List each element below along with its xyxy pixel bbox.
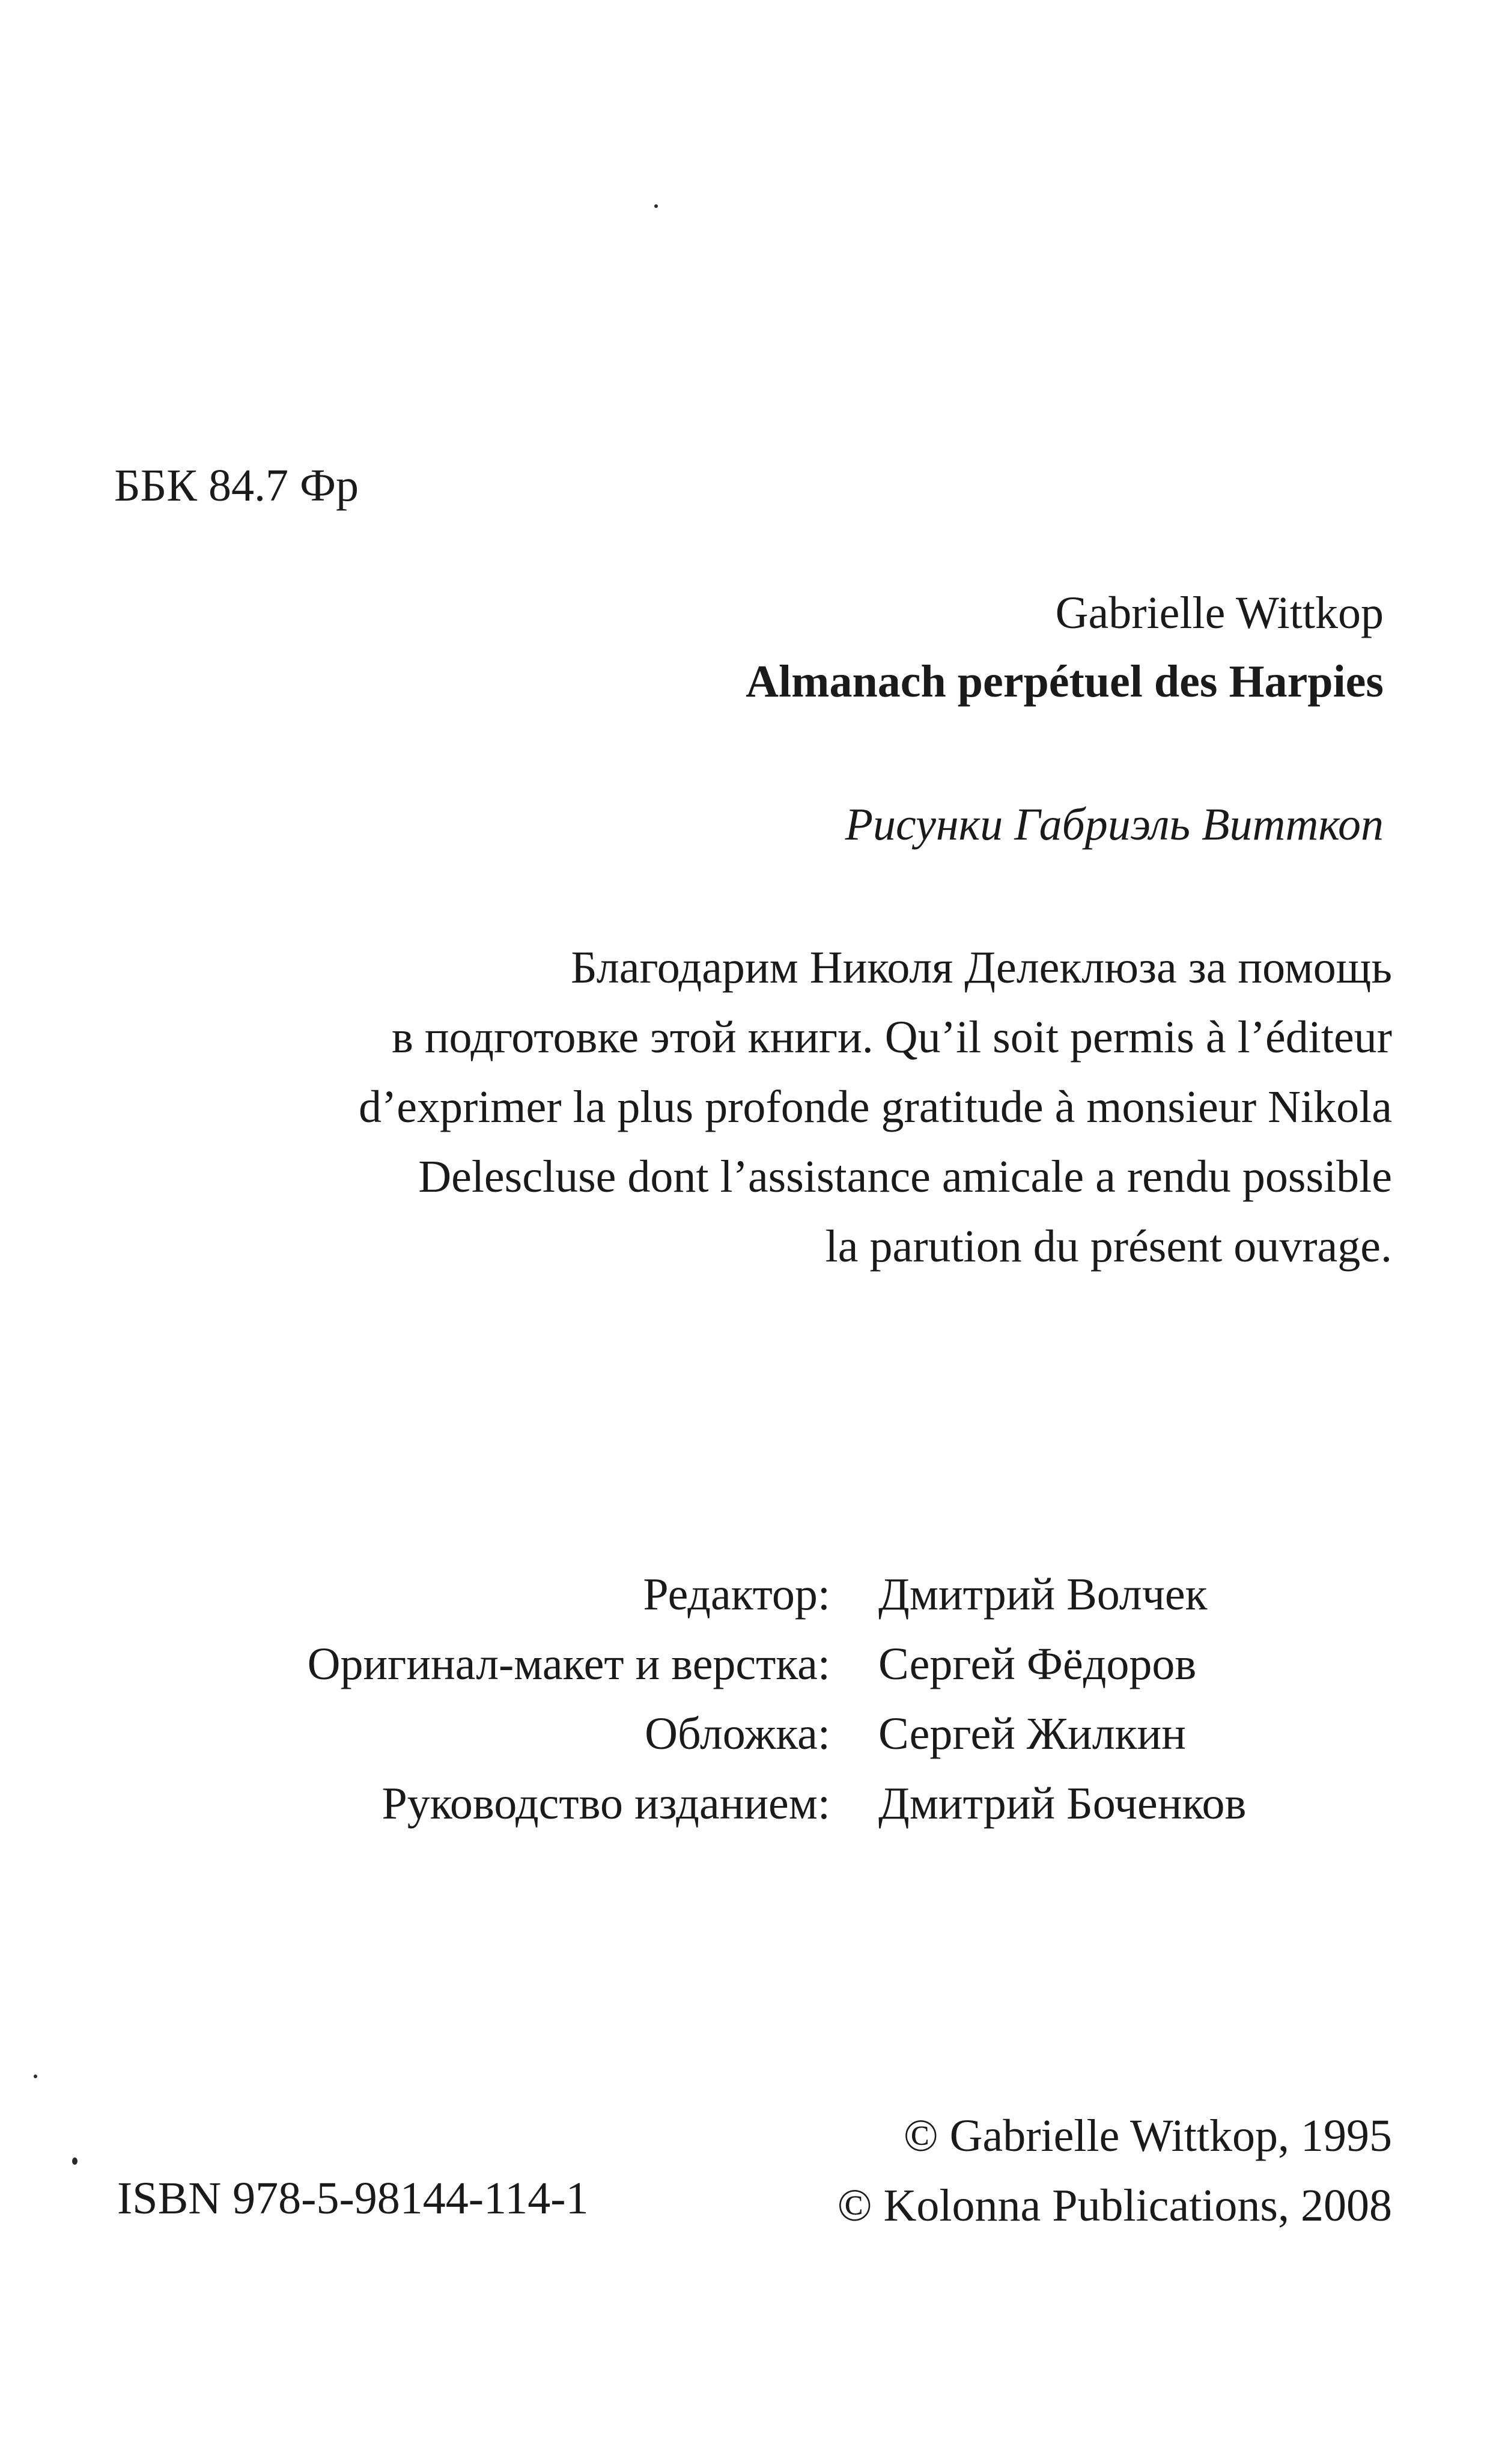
copyright-notices xyxy=(838,2101,1392,2240)
acknowledgement-line: в подготовке этой книги. Qu’il soit permis à l’éditeur xyxy=(391,1012,1392,1063)
illustrations-credit: Рисунки Габриэль Витткоп xyxy=(845,799,1384,850)
credit-row-editor xyxy=(0,1569,1502,1638)
isbn-number: ISBN 978-5-98144-114-1 xyxy=(117,2173,589,2224)
credit-role: Руководство изданием: xyxy=(382,1778,830,1829)
author-name: Gabrielle Wittkop xyxy=(1055,588,1384,638)
credit-row-layout xyxy=(0,1638,1502,1708)
acknowledgement-line: Delescluse dont l’assistance amicale a rendu possible xyxy=(418,1151,1392,1202)
credit-role: Оригинал-макет и верстка: xyxy=(307,1639,830,1689)
scan-speck-top xyxy=(654,204,658,208)
acknowledgement-paragraph xyxy=(190,933,1392,1281)
credit-name: Дмитрий Боченков xyxy=(878,1778,1247,1829)
credit-role: Обложка: xyxy=(645,1709,830,1759)
book-title: Almanach perpétuel des Harpies xyxy=(746,656,1384,707)
scan-speck-left xyxy=(34,2075,37,2078)
credit-row-publishing-director xyxy=(0,1778,1502,1847)
acknowledgement-line: Благодарим Николя Делеклюза за помощь xyxy=(571,942,1392,993)
bbk-classification: ББК 84.7 Фр xyxy=(114,460,359,511)
acknowledgement-line: d’exprimer la plus profonde gratitude à monsieur Nikola xyxy=(358,1082,1392,1132)
acknowledgement-line: la parution du présent ouvrage. xyxy=(825,1221,1392,1272)
credit-role: Редактор: xyxy=(643,1569,830,1620)
copyright-line: © Kolonna Publications, 2008 xyxy=(837,2180,1392,2231)
scan-speck-isbn xyxy=(72,2158,78,2165)
credit-name: Сергей Фёдоров xyxy=(878,1639,1197,1689)
credit-name: Сергей Жилкин xyxy=(878,1709,1186,1759)
credit-name: Дмитрий Волчек xyxy=(878,1569,1208,1620)
credit-row-cover xyxy=(0,1708,1502,1778)
copyright-line: © Gabrielle Wittkop, 1995 xyxy=(903,2111,1392,2161)
